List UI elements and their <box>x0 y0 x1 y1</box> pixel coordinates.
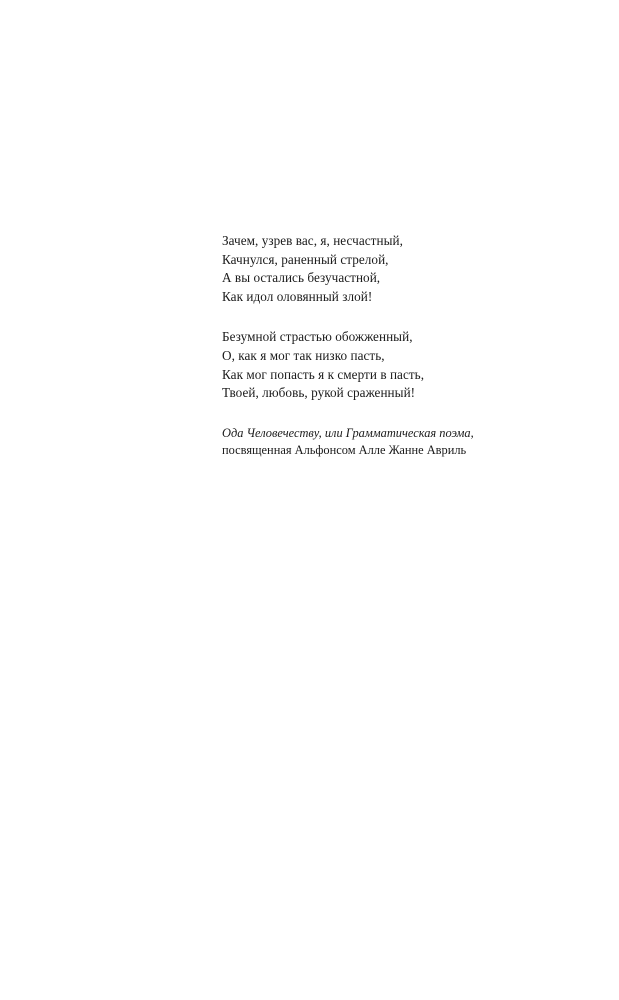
verse-line: Как мог попасть я к смерти в пасть, <box>222 366 425 382</box>
attribution-title: Ода Человечеству, или Грамматическая поэма, <box>222 425 474 440</box>
verse-line: О, как я мог так низко пасть, <box>222 347 385 363</box>
attribution-dedication: посвященная Альфонсом Алле Жанне Авриль <box>222 443 467 458</box>
poem-block <box>222 232 552 460</box>
poem-stanza <box>222 232 552 306</box>
poem-stanza <box>222 328 552 402</box>
verse-line: Качнулся, раненный стрелой, <box>222 251 389 267</box>
attribution-title-line <box>222 425 552 442</box>
verse-line: Безумной страстью обожженный, <box>222 329 413 345</box>
verse-line: Зачем, узрев вас, я, несчастный, <box>222 233 403 248</box>
verse-line: А вы остались безучастной, <box>222 270 381 286</box>
poem-attribution <box>222 425 552 460</box>
verse-line: Как идол оловянный злой! <box>222 288 373 304</box>
verse-line: Твоей, любовь, рукой сраженный! <box>222 385 416 401</box>
